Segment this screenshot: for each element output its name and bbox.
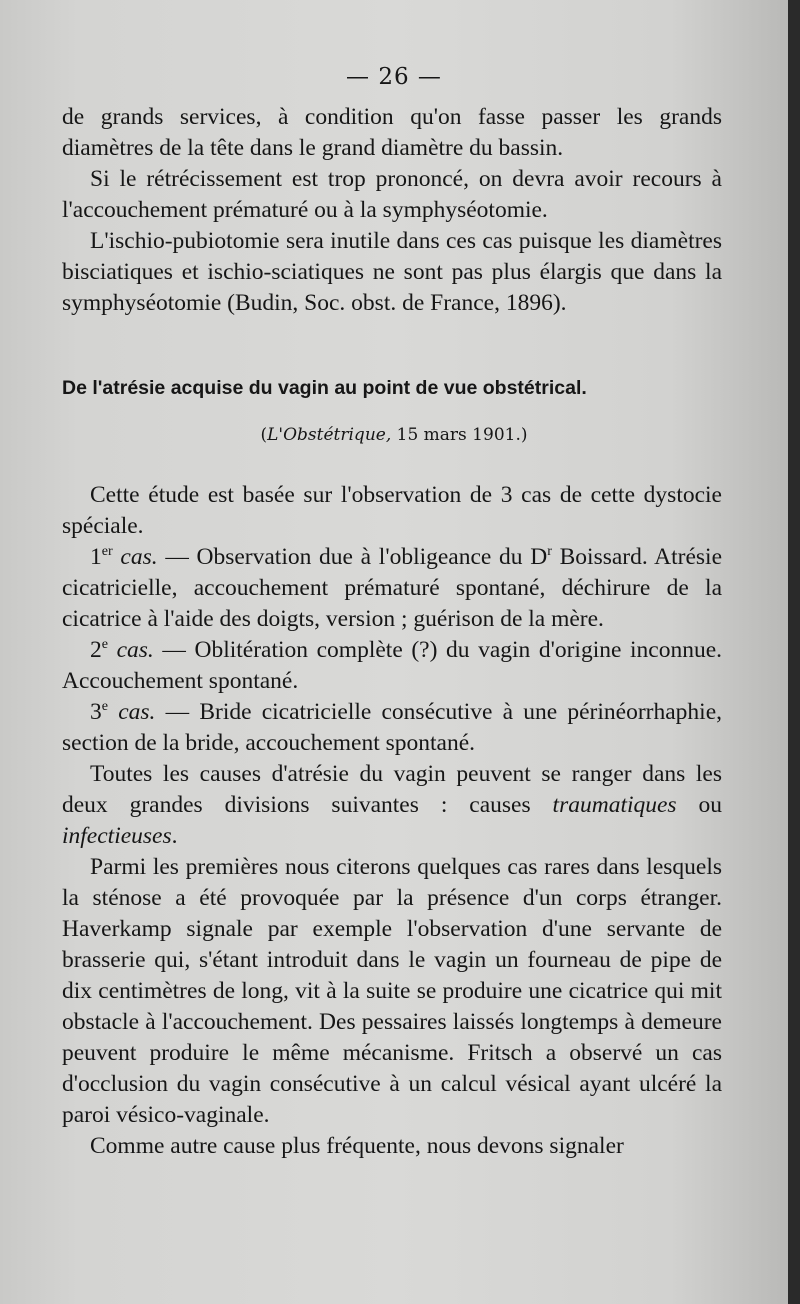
- causes-infectieuses: infectieuses: [62, 823, 172, 849]
- case-1-sup: er: [101, 543, 113, 560]
- causes-text-b: ou: [676, 792, 723, 818]
- top-text-block: [62, 102, 722, 319]
- case-1-text-a: — Observation due à l'obligeance du D: [165, 544, 548, 570]
- case-1-doctor-sup: r: [547, 543, 552, 560]
- paragraph-ischio-pubiotomie: L'ischio-pubiotomie sera inutile dans ces cas puisque les diamètres bisciatiques et ischio-sciatiques ne sont pas plus élargis que dans la symphyséotomie (Budin, Soc. obst. de France, 1896).: [62, 228, 722, 316]
- case-2-text: — Oblitération complète (?) du vagin d'origine inconnue. Accouchement spontané.: [62, 637, 723, 694]
- paragraph-case-3: [62, 697, 722, 759]
- case-3-text: — Bride cicatricielle consécutive à une périnéorrhaphie, section de la bride, accouchement spontané.: [62, 699, 723, 756]
- paragraph-case-1: [62, 542, 722, 635]
- case-2-number: 2: [90, 637, 102, 663]
- paragraph-intro: Cette étude est basée sur l'observation de 3 cas de cette dystocie spéciale.: [62, 482, 722, 539]
- causes-traumatiques: traumatiques: [552, 792, 677, 818]
- paragraph-retrecissement: Si le rétrécissement est trop prononcé, on devra avoir recours à l'accouchement prématuré ou à la symphyséotomie.: [62, 166, 722, 223]
- paragraph-continuation: de grands services, à condition qu'on fasse passer les grands diamètres de la tête dans le grand diamètre du bassin.: [62, 104, 722, 161]
- source-date: 15 mars 1901.: [396, 425, 521, 445]
- article-title: De l'atrésie acquise du vagin au point de vue obstétrical.: [62, 377, 587, 399]
- causes-text-c: .: [171, 823, 178, 849]
- source-journal: L'Obstétrique,: [267, 425, 392, 445]
- case-3-number: 3: [90, 699, 102, 725]
- paragraph-causes: [62, 759, 722, 852]
- paragraph-parmi: Parmi les premières nous citerons quelques cas rares dans lesquels la sténose a été provoquée par la présence d'un corps étranger. Haverkamp signale par exemple l'observation d'une servante de brasserie qui, s'étant introduit dans le vagin un fourneau de pipe de dix centimètres de long, vit à la suite se produire une cicatrice qui mit obstacle à l'accouchement. Des pessaires laissés longtemps à demeure peuvent produire le même mécanisme. Fritsch a observé un cas d'occlusion du vagin consécutive à un calcul vésical ayant ulcéré la paroi vésico-vaginale.: [62, 854, 722, 1128]
- case-2-label: cas.: [116, 637, 154, 663]
- case-1-number: 1: [90, 544, 102, 570]
- article-source: (L'Obstétrique, 15 mars 1901.): [260, 425, 528, 445]
- case-1-label: cas.: [120, 544, 158, 570]
- causes-text-a: Toutes les causes d'atrésie du vagin peuvent se ranger dans les deux grandes divisions suivantes : causes: [62, 761, 722, 818]
- article-body: [62, 480, 722, 1162]
- case-3-label: cas.: [118, 699, 156, 725]
- page-number: — 26 —: [346, 64, 442, 90]
- case-3-sup: e: [101, 698, 109, 715]
- paragraph-case-2: [62, 635, 722, 697]
- paragraph-comme: Comme autre cause plus fréquente, nous devons signaler: [90, 1133, 624, 1159]
- case-2-sup: e: [101, 636, 109, 653]
- case-1-text-b: Boissard. Atrésie cicatricielle, accouchement prématuré spontané, déchirure de la cicatrice à l'aide des doigts, version ; guérison de la mère.: [62, 544, 722, 632]
